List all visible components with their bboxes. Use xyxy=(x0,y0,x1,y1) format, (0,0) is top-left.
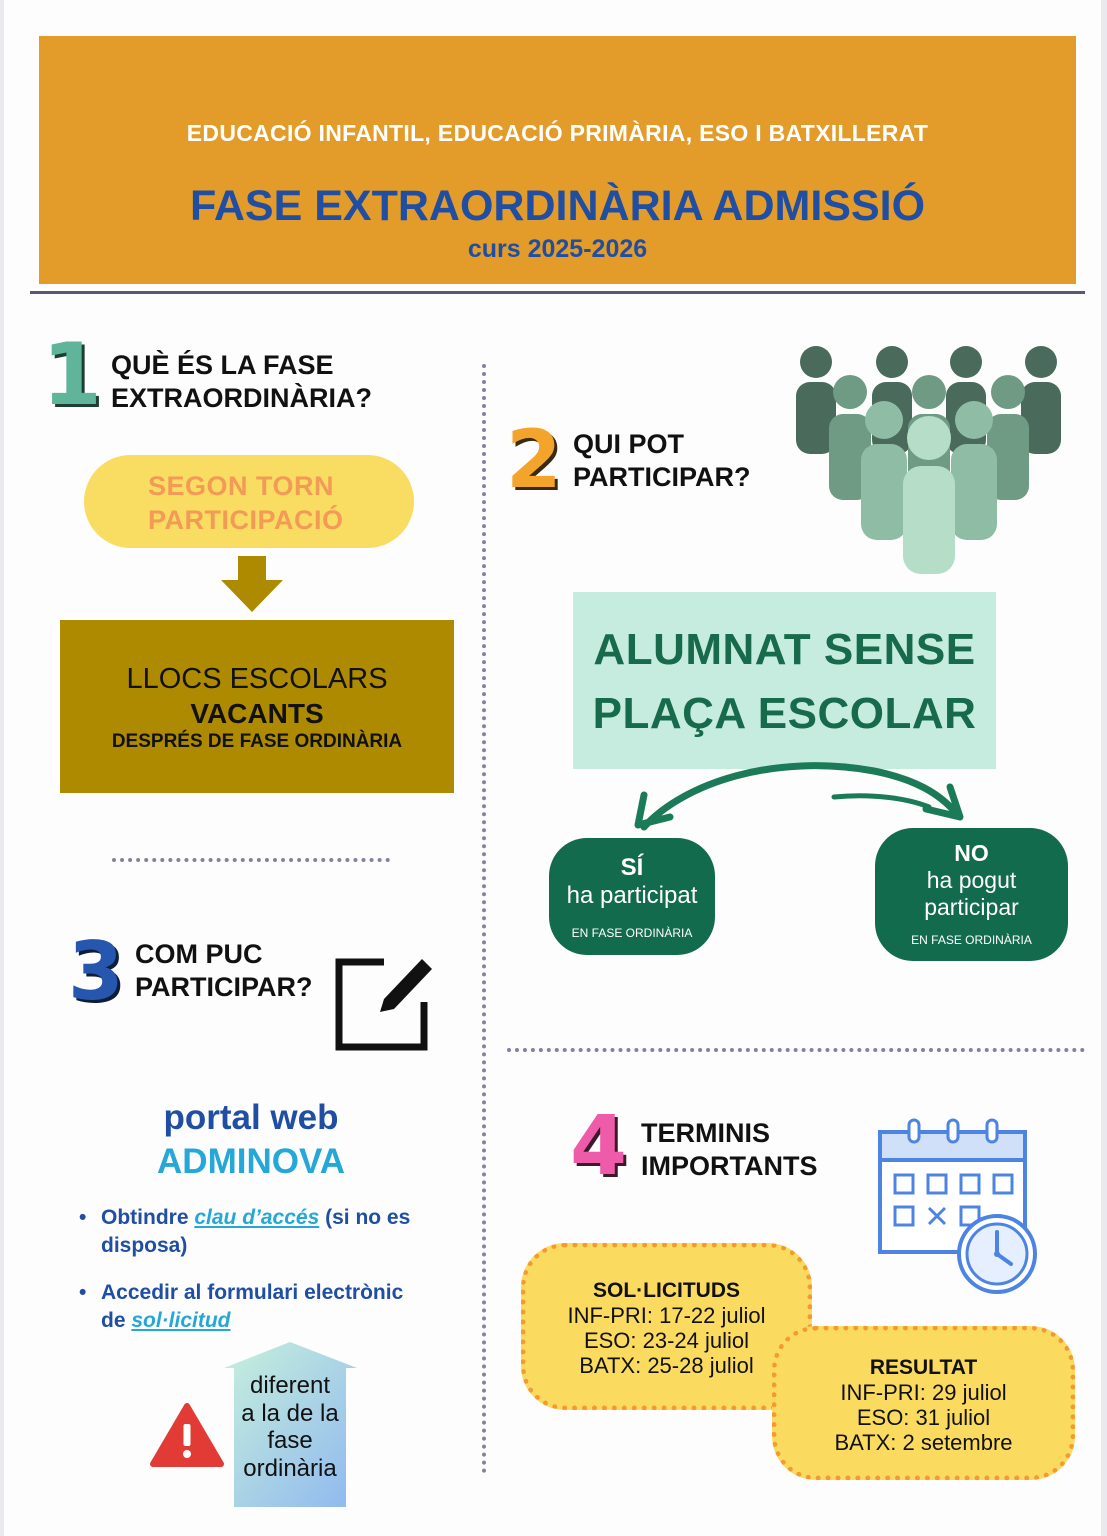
section2-title-line2: PARTICIPAR? xyxy=(573,462,751,492)
students-without-place-box xyxy=(573,592,996,769)
note-line3: fase xyxy=(267,1427,313,1454)
section1-number: 1 xyxy=(42,325,102,425)
vertical-divider xyxy=(482,364,486,1474)
yes-line1: ha participat xyxy=(566,882,698,909)
application-link[interactable]: sol·licitud xyxy=(131,1309,231,1332)
bullet2-text: Accedir al formulari electrònic de xyxy=(101,1281,404,1332)
down-arrow-icon xyxy=(221,556,283,612)
section1-title-line1: QUÈ ÉS LA FASE xyxy=(111,350,334,380)
header-subtitle: EDUCACIÓ INFANTIL, EDUCACIÓ PRIMÀRIA, ESO I BATXILLERAT xyxy=(186,120,929,146)
requests-inf-pri: INF-PRI: 17-22 juliol xyxy=(567,1303,766,1328)
yes-note: EN FASE ORDINÀRIA xyxy=(571,926,693,940)
section4-title-line1: TERMINIS xyxy=(641,1118,771,1148)
no-head: NO xyxy=(954,840,989,866)
results-eso: ESO: 31 juliol xyxy=(856,1405,991,1430)
section3-title xyxy=(135,938,313,1004)
vacancies-line1: LLOCS ESCOLARS xyxy=(126,663,388,695)
calendar-clock-icon xyxy=(877,1118,1041,1298)
note-line1: diferent xyxy=(249,1372,331,1399)
second-round-pill xyxy=(84,455,414,548)
yes-head: SÍ xyxy=(620,854,644,881)
requests-card xyxy=(521,1243,812,1410)
yes-participated-bubble xyxy=(549,838,715,955)
section4-number: 4 xyxy=(570,1099,628,1194)
different-note xyxy=(226,1372,354,1482)
page-title: FASE EXTRAORDINÀRIA ADMISSIÓ xyxy=(189,182,926,230)
access-key-link[interactable]: clau d’accés xyxy=(194,1206,320,1229)
no-line1: ha pogut xyxy=(926,867,1017,893)
results-title: RESULTAT xyxy=(869,1356,978,1379)
bullet-access-key xyxy=(101,1204,431,1260)
section2-title-line1: QUI POT xyxy=(573,429,685,459)
left-divider xyxy=(112,858,390,862)
bullet1-text: Obtindre xyxy=(101,1206,195,1229)
portal-label: portal web xyxy=(163,1098,339,1137)
requests-batx: BATX: 25-28 juliol xyxy=(579,1353,754,1378)
pill-line1: SEGON TORN xyxy=(148,471,335,501)
section2-title xyxy=(573,428,751,494)
requests-eso: ESO: 23-24 juliol xyxy=(583,1328,750,1353)
note-line2: a la de la xyxy=(241,1399,339,1427)
header-banner xyxy=(39,36,1076,284)
no-note: EN FASE ORDINÀRIA xyxy=(911,933,1032,947)
no-line2: participar xyxy=(924,894,1019,920)
section2-number: 2 xyxy=(506,413,562,506)
students-line2: PLAÇA ESCOLAR xyxy=(592,689,977,738)
school-year: curs 2025-2026 xyxy=(467,235,648,263)
vacancies-line2: VACANTS xyxy=(190,698,324,729)
edit-form-icon xyxy=(334,954,434,1052)
section3-number: 3 xyxy=(68,925,124,1018)
section3-title-line2: PARTICIPAR? xyxy=(135,972,313,1002)
section1-title xyxy=(111,349,372,415)
section3-title-line1: COM PUC xyxy=(135,939,263,969)
warning-icon xyxy=(150,1402,224,1468)
results-batx: BATX: 2 setembre xyxy=(834,1430,1013,1455)
split-arrows-icon xyxy=(624,745,969,835)
no-participated-bubble xyxy=(875,828,1068,961)
bullet-application-form xyxy=(101,1279,431,1335)
people-group-icon xyxy=(794,344,1064,576)
results-inf-pri: INF-PRI: 29 juliol xyxy=(840,1380,1007,1405)
requests-title: SOL·LICITUDS xyxy=(593,1279,740,1302)
vacancies-line3: DESPRÉS DE FASE ORDINÀRIA xyxy=(111,731,403,752)
right-divider xyxy=(507,1048,1085,1052)
section1-title-line2: EXTRAORDINÀRIA? xyxy=(111,383,372,413)
students-line1: ALUMNAT SENSE xyxy=(593,625,976,674)
note-line4: ordinària xyxy=(243,1454,337,1482)
section4-title xyxy=(641,1117,818,1183)
bullet1-tail: (si no es disposa) xyxy=(101,1206,411,1257)
vacancies-box xyxy=(60,620,454,793)
header-divider xyxy=(30,291,1085,294)
results-card xyxy=(772,1326,1075,1480)
pill-line2: PARTICIPACIÓ xyxy=(148,505,344,535)
adminova-label: ADMINOVA xyxy=(157,1142,345,1181)
section4-title-line2: IMPORTANTS xyxy=(641,1151,818,1181)
